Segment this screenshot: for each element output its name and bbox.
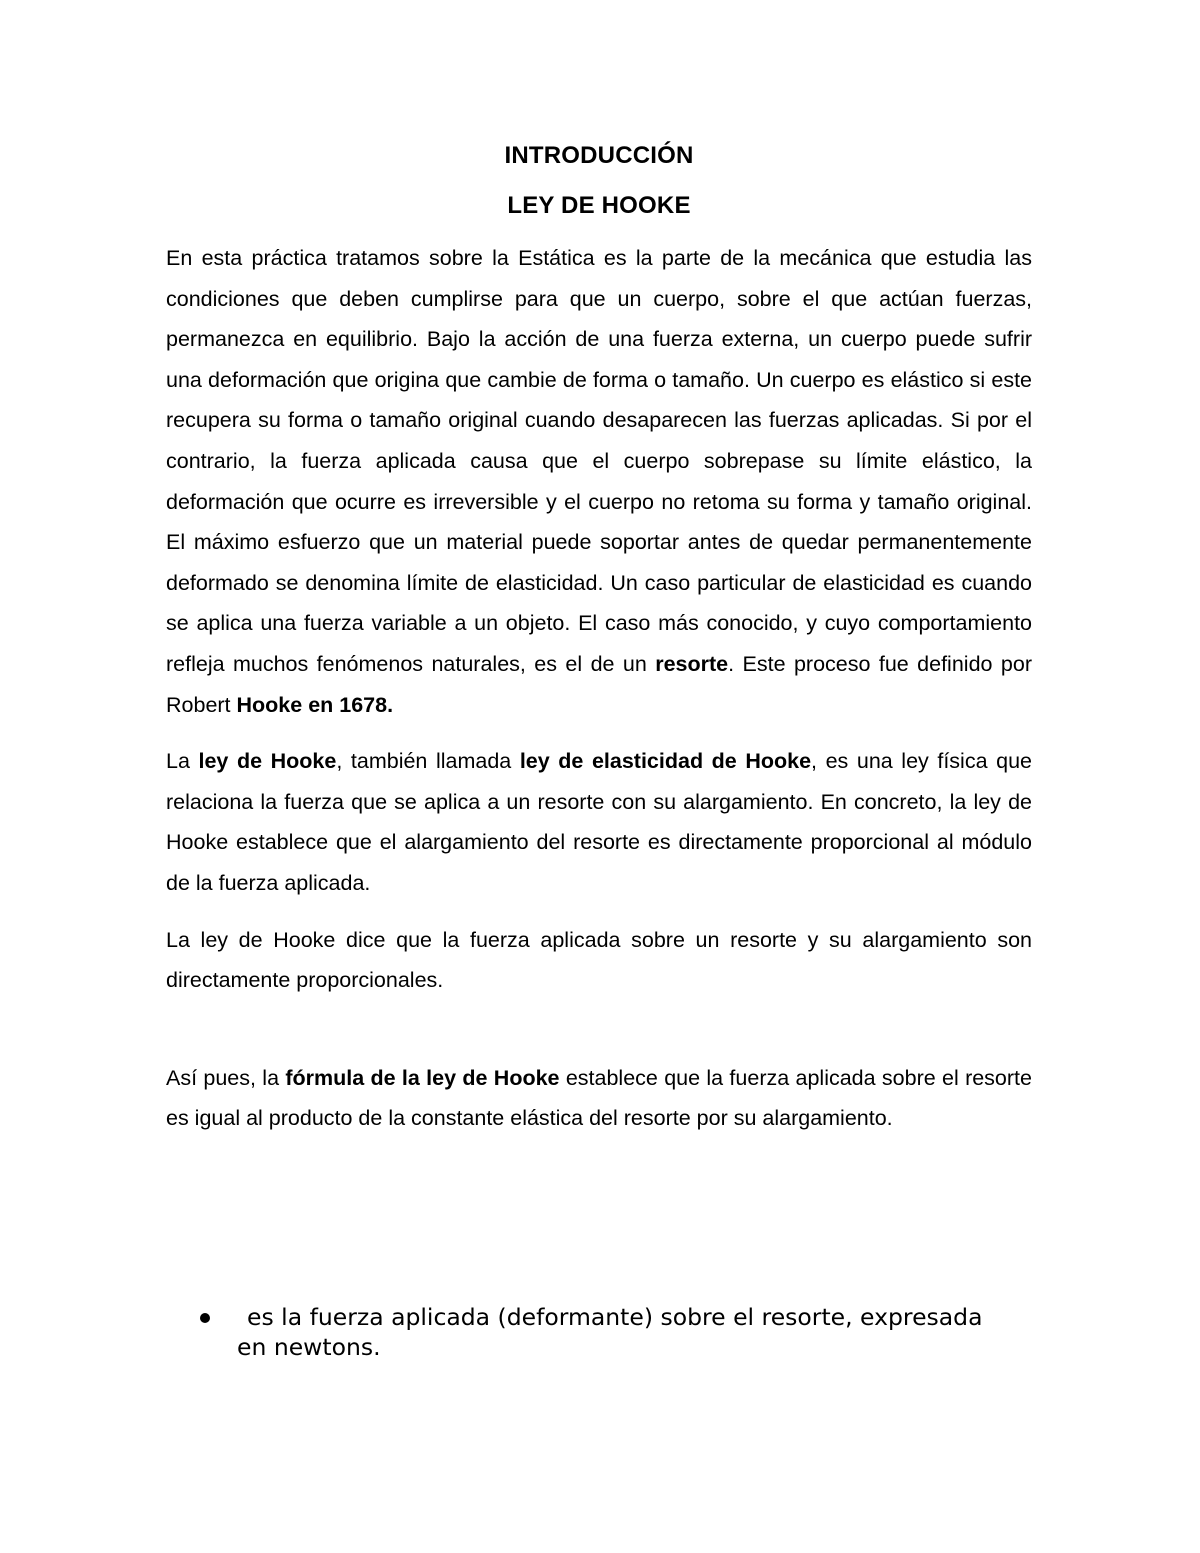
definition-text-1: La — [166, 749, 199, 774]
definition-bold-ley-hooke: ley de Hooke — [198, 749, 337, 774]
list-item — [196, 1302, 996, 1362]
intro-bold-hooke-date: Hooke en 1678. — [236, 692, 394, 717]
intro-text-1: En esta práctica tratamos sobre la Estática es la parte de la mecánica que estudia las condiciones que deben cumplirse para que un cuerpo, sobre el que actúan fuerzas, permanezca en equilibrio. Bajo la acción de una fuerza externa, un cuerpo puede sufrir una deformación que origina que cambie de forma o tamaño. Un cuerpo es elástico si este recupera su forma o tamaño original cuando desaparecen las fuerzas aplicadas. Si por el contrario, la fuerza aplicada causa que el cuerpo sobrepase su límite elástico, la deformación que ocurre es irreversible y el cuerpo no retoma su forma y tamaño original. El máximo esfuerzo que un material puede soportar antes de quedar permanentemente deformado se denomina límite de elasticidad. Un caso particular de elasticidad es cuando se aplica una fuerza variable a un objeto. El caso más conocido, y cuyo comportamiento refleja muchos fenómenos naturales, es el de un — [166, 246, 1032, 676]
formula-text-2: establece que la fuerza aplicada sobre el resorte es igual al producto de la constante elástica del resorte por su alargamiento. — [166, 1065, 1032, 1131]
definition-text-2: , también llamada — [336, 749, 520, 774]
definition-paragraph — [166, 741, 1032, 903]
definition-text-3: , es una ley física que relaciona la fuerza que se aplica a un resorte con su alargamiento. En concreto, la ley de Hooke establece que el alargamiento del resorte es directamente proporcional al módulo de la fuerza aplicada. — [166, 749, 1032, 895]
bullet-list — [196, 1302, 996, 1362]
intro-bold-resorte: resorte — [655, 651, 729, 676]
definition-bold-ley-elasticidad: ley de elasticidad de Hooke — [519, 749, 812, 774]
document-subtitle: LEY DE HOOKE — [507, 192, 691, 219]
formula-paragraph — [166, 1058, 1032, 1139]
formula-bold-formula: fórmula de la ley de Hooke — [285, 1065, 560, 1090]
formula-text-1: Así pues, la — [166, 1065, 286, 1090]
bullet-text: es la fuerza aplicada (deformante) sobre el resorte, expresada en newtons. — [237, 1303, 983, 1361]
intro-text-2: . Este proceso fue definido por Robert — [166, 651, 1032, 717]
document-title: INTRODUCCIÓN — [504, 142, 694, 169]
intro-paragraph — [166, 238, 1032, 725]
bullet-icon — [200, 1313, 210, 1323]
proportional-paragraph: La ley de Hooke dice que la fuerza aplicada sobre un resorte y su alargamiento son directamente proporcionales. — [166, 927, 1032, 993]
document-body — [166, 136, 1032, 1139]
